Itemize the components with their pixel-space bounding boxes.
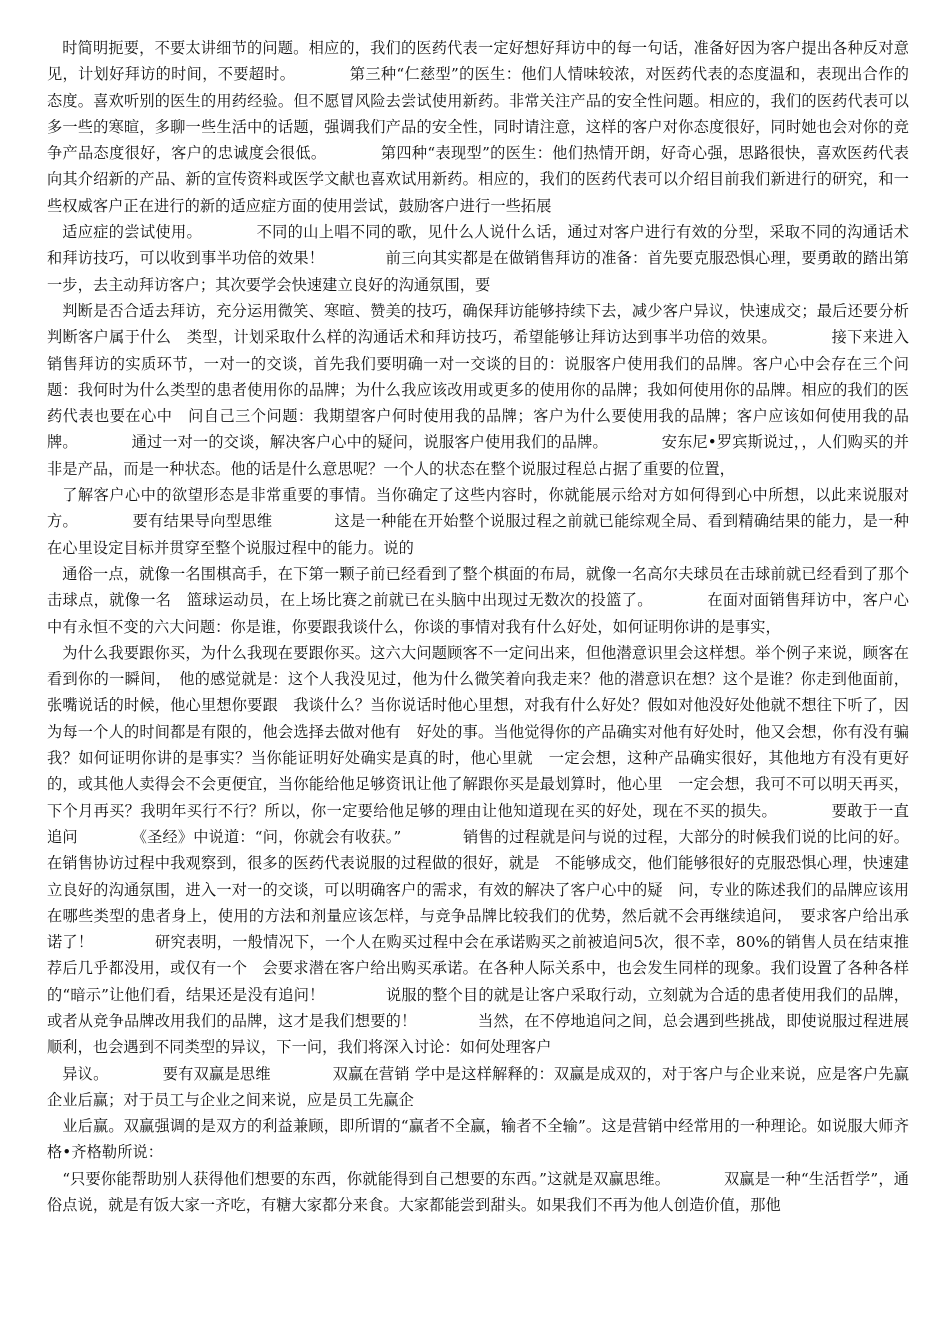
paragraph: 时简明扼要，不要太讲细节的问题。相应的，我们的医药代表一定好想好拜访中的每一句话，准备好因为客户提出各种反对意见，计划好拜访的时间，不要超时。 第三种“仁慈型”的医生：他们人情味较浓，对医药代表的态度温和，表现出合作的态度。喜欢听别的医生的用药经验。但不愿冒风险去尝试使用新药。非常关注产品的安全性问题。相应的，我们的医药代表可以多一些的寒暄，多聊一些生活中的话题，强调我们产品的安全性，同时请注意，这样的客户对你态度很好，同时她也会对你的竞争产品态度很好，客户的忠诚度会很低。 第四种“表现型”的医生：他们热情开朗，好奇心强，思路很快，喜欢医药代表向其介绍新的产品、新的宣传资料或医学文献也喜欢试用新药。相应的，我们的医药代表可以介绍目前我们新进行的研究，和一些权威客户正在进行的新的适应症方面的使用尝试，鼓励客户进行一些拓展: [47, 39, 909, 215]
paragraph: 异议。 要有双赢是思维 双赢在营销 学中是这样解释的：双赢是成双的，对于客户与企业来说，应是客户先赢企业后赢；对于员工与企业之间来说，应是员工先赢企: [47, 1064, 909, 1109]
paragraph: 判断是否合适去拜访，充分运用微笑、寒暄、赞美的技巧，确保拜访能够持续下去，减少客户异议，快速成交；最后还要分析判断客户属于什么 类型，计划采取什么样的沟通话术和拜访技巧，希望能够让拜访达到事半功倍的效果。 接下来进入销售拜访的实质环节，一对一的交谈，首先我们要明确一对一交谈的目的：说服客户使用我们的品牌。客户心中会存在三个问题：我何时为什么类型的患者使用你的品牌；为什么我应该改用或更多的使用你的品牌；我如何使用你的品牌。相应的我们的医药代表也要在心中 问自己三个问题：我期望客户何时使用我的品牌；客户为什么要使用我的品牌；客户应该如何使用我的品牌。 通过一对一的交谈，解决客户心中的疑问，说服客户使用我们的品牌。 安东尼•罗宾斯说过，，人们购买的并非是产品，而是一种状态。他的话是什么意思呢？一个人的状态在整个说服过程总占据了重要的位置，: [47, 301, 909, 478]
paragraph: 业后赢。双赢强调的是双方的利益兼顾，即所谓的“赢者不全赢，输者不全输”。这是营销中经常用的一种理论。如说服大师齐格•齐格勒所说：: [47, 1117, 909, 1162]
paragraph: “只要你能帮助别人获得他们想要的东西，你就能得到自己想要的东西。”这就是双赢思维。 双赢是一种“生活哲学”，通俗点说，就是有饭大家一齐吃，有糖大家都分来食。大家都能尝到甜头。如果我们不再为他人创造价值，那他: [47, 1169, 909, 1215]
paragraph: 通俗一点，就像一名围棋高手，在下第一颗子前已经看到了整个棋面的布局，就像一名高尔夫球员在击球前就已经看到了那个击球点，就像一名 篮球运动员，在上场比赛之前就已在头脑中出现过无数次的投篮了。 在面对面销售拜访中，客户心中有永恒不变的六大问题：你是谁，你要跟我谈什么，你谈的事情对我有什么好处，如何证明你讲的是事实，: [47, 564, 909, 636]
paragraph: 了解客户心中的欲望形态是非常重要的事情。当你确定了这些内容时，你就能展示给对方如何得到心中所想，以此来说服对方。 要有结果导向型思维 这是一种能在开始整个说服过程之前就已能综观全局、看到精确结果的能力，是一种在心里设定目标并贯穿至整个说服过程中的能力。说的: [47, 486, 909, 557]
paragraph: 适应症的尝试使用。 不同的山上唱不同的歌，见什么人说什么话，通过对客户进行有效的分型，采取不同的沟通话术和拜访技巧，可以收到事半功倍的效果！ 前三向其实都是在做销售拜访的准备：首先要克服恐惧心理，要勇敢的踏出第一步，去主动拜访客户；其次要学会快速建立良好的沟通氛围，要: [47, 223, 909, 294]
document-page: [47, 35, 909, 1218]
paragraph: 为什么我要跟你买，为什么我现在要跟你买。这六大问题顾客不一定问出来，但他潜意识里会这样想。举个例子来说，顾客在看到你的一瞬间， 他的感觉就是：这个人我没见过，他为什么微笑着向我走来？他的潜意识在想？这个是谁？你走到他面前，张嘴说话的时候，他心里想你要跟 我谈什么？当你说话时他心里想，对我有什么好处？假如对他没好处他就不想往下听了，因为每一个人的时间都是有限的，他会选择去做对他有 好处的事。当他觉得你的产品确实对他有好处时，他又会想，你有没有骗我？如何证明你讲的是事实？当你能证明好处确实是真的时，他心里就 一定会想，这种产品确实很好，其他地方有没有更好的，或其他人卖得会不会更便宜，当你能给他足够资讯让他了解跟你买是最划算时，他心里 一定会想，我可不可以明天再买，下个月再买？我明年买行不行？所以，你一定要给他足够的理由让他知道现在买的好处，现在不买的损失。 要敢于一直追问 《圣经》中说道：“问，你就会有收获。” 销售的过程就是问与说的过程，大部分的时候我们说的比问的好。在销售协访过程中我观察到，很多的医药代表说服的过程做的很好，就是 不能够成交，他们能够很好的克服恐惧心理，快速建立良好的沟通氛围，进入一对一的交谈，可以明确客户的需求，有效的解决了客户心中的疑 问，专业的陈述我们的品牌应该用在哪些类型的患者身上，使用的方法和剂量应该怎样，与竞争品牌比较我们的优势，然后就不会再继续追问， 要求客户给出承诺了！ 研究表明，一般情况下，一个人在购买过程中会在承诺购买之前被追问5次，很不幸，80%的销售人员在结束推荐后几乎都没用，或仅有一个 会要求潜在客户给出购买承诺。在各种人际关系中，也会发生同样的现象。我们设置了各种各样的“暗示”让他们看，结果还是没有追问！ 说服的整个目的就是让客户采取行动，立刻就为合适的患者使用我们的品牌，或者从竞争品牌改用我们的品牌，这才是我们想要的！ 当然，在不停地追问之间，总会遇到些挑战，即使说服过程进展顺利，也会遇到不同类型的异议，下一问，我们将深入讨论：如何处理客户: [47, 643, 909, 1057]
